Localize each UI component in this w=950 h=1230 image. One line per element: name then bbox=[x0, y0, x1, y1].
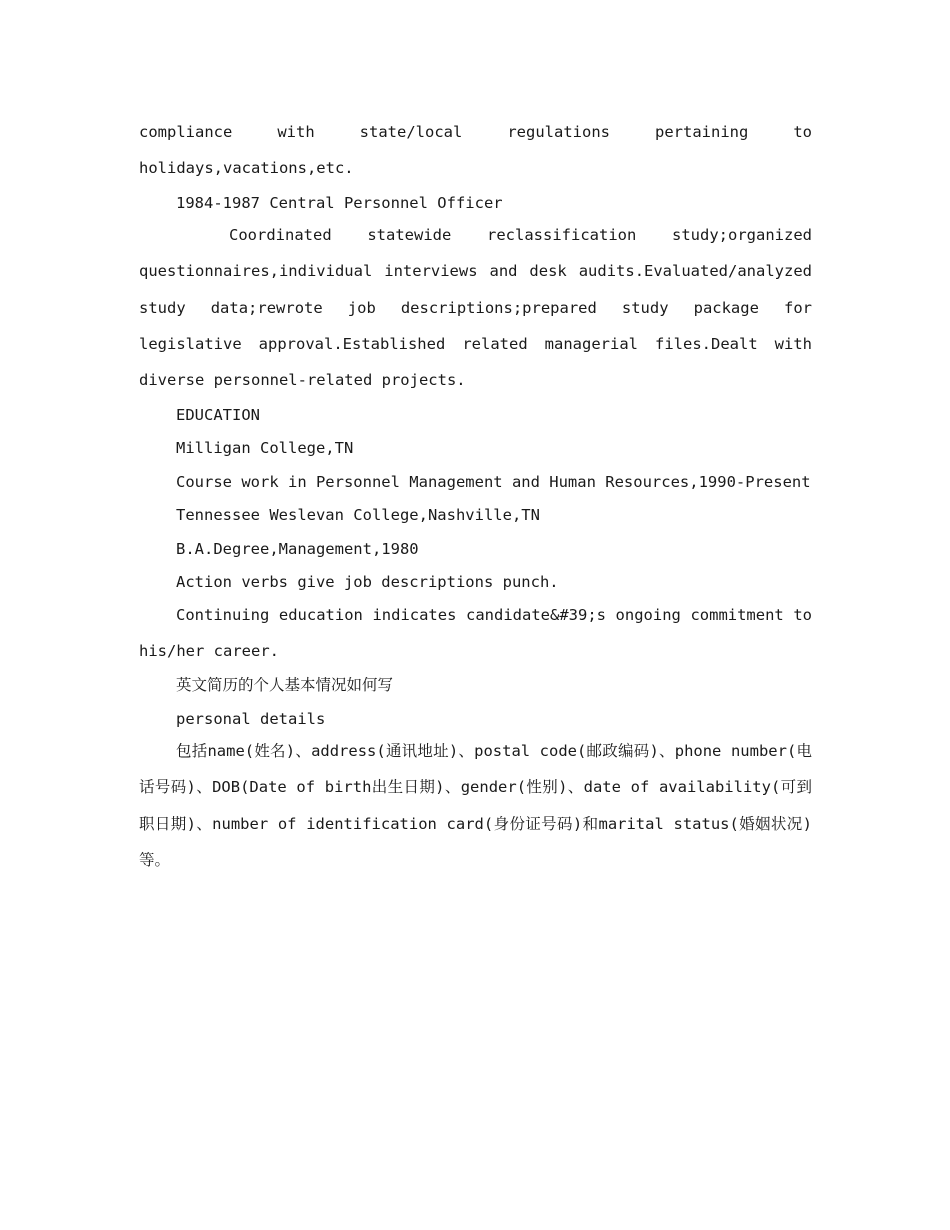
paragraph-job-description: Coordinated statewide reclassification study;organized questionnaires,individual interviews and desk audits.Evaluated/analyzed study data;rewrote job descriptions;prepared study package for legislative approval.Established related managerial files.Dealt with diverse personnel-related projects. bbox=[139, 226, 812, 390]
education-school-tennessee: Tennessee Weslevan College,Nashville,TN bbox=[176, 506, 540, 525]
heading-personal-info-cn: 英文简历的个人基本情况如何写 bbox=[176, 676, 394, 695]
tip-action-verbs: Action verbs give job descriptions punch. bbox=[176, 573, 559, 592]
paragraph-personal-details: 包括name(姓名)、address(通讯地址)、postal code(邮政编码)、phone number(电话号码)、DOB(Date of birth出生日期)、gender(性别)、date of availability(可到职日期)、number of identification card(身份证号码)和marital status(婚姻状况)等。 bbox=[139, 742, 812, 870]
heading-personal-details: personal details bbox=[176, 709, 326, 728]
tip-continuing-education: Continuing education indicates candidate&#39;s ongoing commitment to his/her career. bbox=[139, 605, 812, 660]
education-school-milligan: Milligan College,TN bbox=[176, 439, 354, 458]
paragraph-compliance: compliance with state/local regulations pertaining to holidays,vacations,etc. bbox=[139, 123, 812, 178]
education-coursework: Course work in Personnel Management and Human Resources,1990-Present bbox=[176, 472, 811, 491]
document-body bbox=[139, 114, 812, 878]
education-degree: B.A.Degree,Management,1980 bbox=[176, 539, 419, 558]
section-heading-education: EDUCATION bbox=[176, 405, 260, 424]
job-heading-1984-1987: 1984-1987 Central Personnel Officer bbox=[176, 193, 503, 212]
